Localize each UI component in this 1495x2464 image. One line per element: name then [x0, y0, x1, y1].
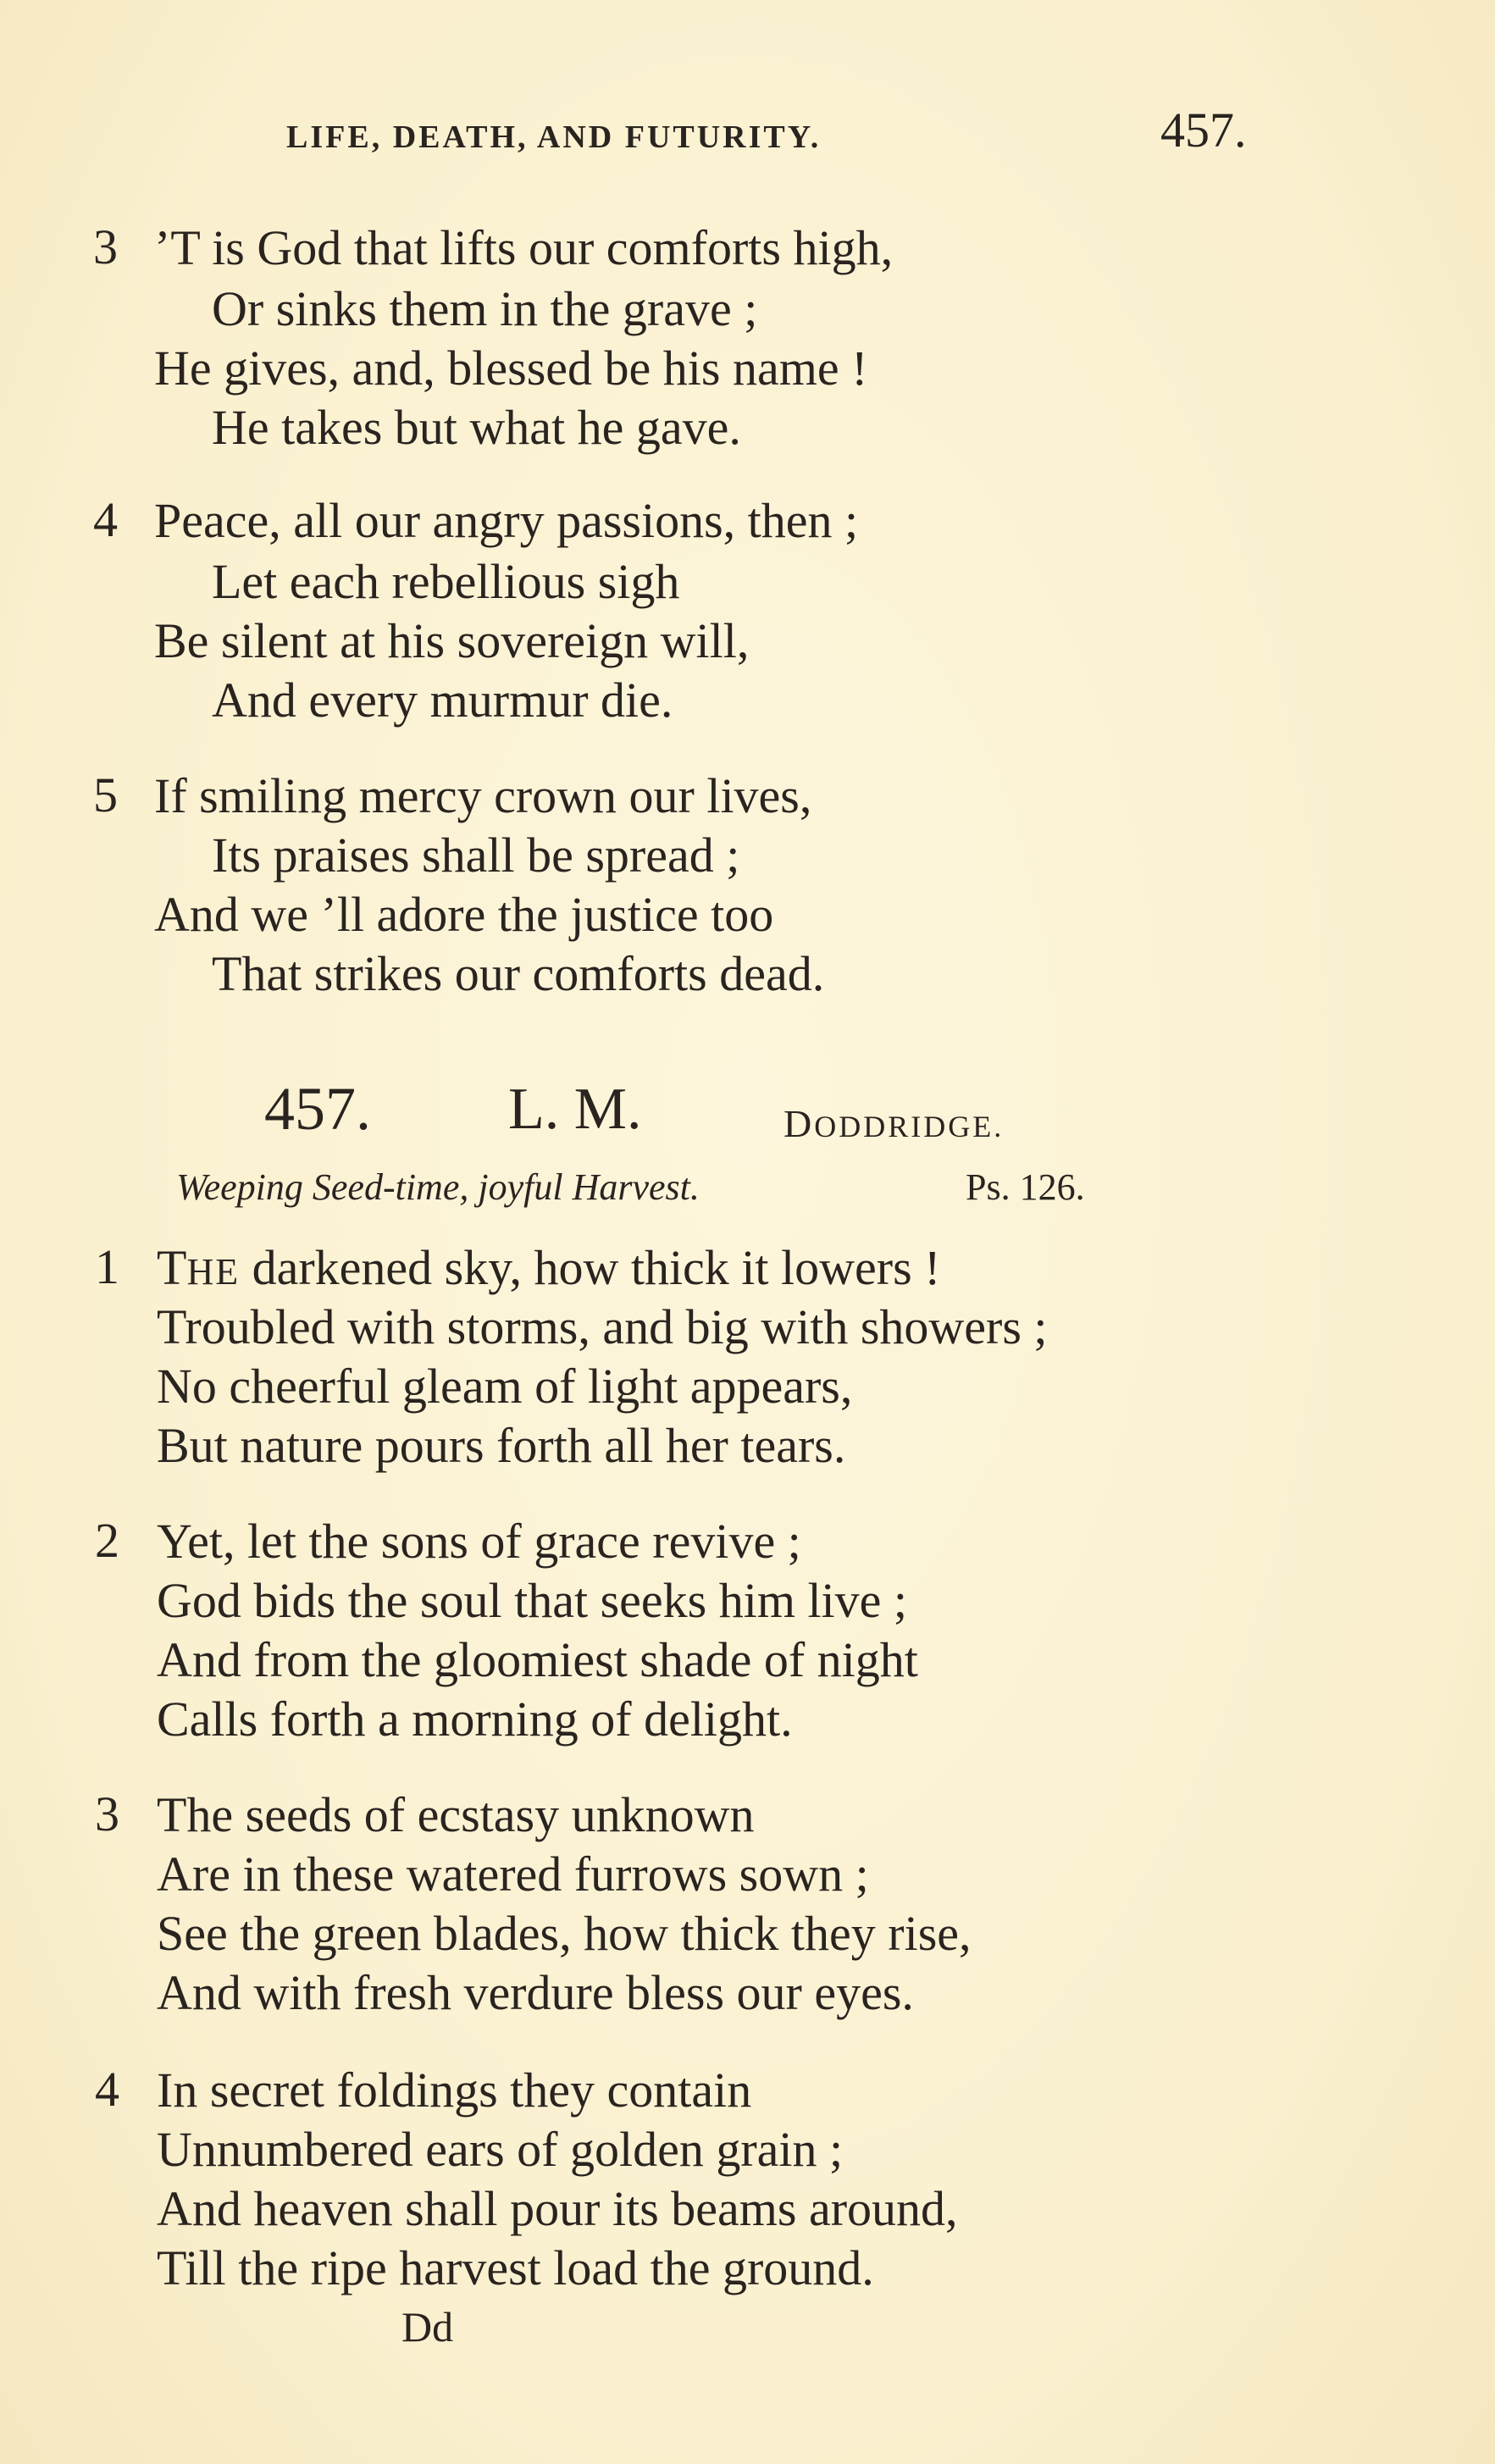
verse-line: The seeds of ecstasy unknown: [157, 1787, 755, 1842]
verse-line: Troubled with storms, and big with showers ;: [157, 1299, 1048, 1354]
verse-line: No cheerful gleam of light appears,: [157, 1359, 853, 1414]
verse-line: He takes but what he gave.: [212, 400, 741, 455]
verse-line: ’T is God that lifts our comforts high,: [154, 220, 894, 275]
verse-line: Are in these watered furrows sown ;: [157, 1847, 869, 1902]
verse-line: And heaven shall pour its beams around,: [157, 2181, 958, 2236]
verse-line: In secret foldings they contain: [157, 2063, 752, 2118]
verse-line: And we ’ll adore the justice too: [154, 887, 774, 942]
verse-line: And every murmur die.: [212, 673, 673, 728]
hymn-author-rest: ODDRIDGE.: [814, 1110, 1005, 1143]
hymn-author: [783, 1101, 1004, 1146]
verse-number: 4: [93, 492, 118, 547]
hymn-author-initial: D: [783, 1102, 815, 1145]
running-title: LIFE, DEATH, AND FUTURITY.: [286, 119, 822, 155]
verse-line: And from the gloomiest shade of night: [157, 1632, 918, 1687]
verse-line: Till the ripe harvest load the ground.: [157, 2240, 874, 2295]
verse-line: He gives, and, blessed be his name !: [154, 341, 868, 396]
verse-number: 2: [95, 1513, 119, 1568]
verse-line-rest: darkened sky, how thick it lowers !: [240, 1240, 941, 1295]
verse-line: See the green blades, how thick they rise,: [157, 1906, 972, 1961]
verse-line: If smiling mercy crown our lives,: [154, 768, 812, 823]
verse-line: Calls forth a morning of delight.: [157, 1692, 793, 1747]
verse-line: Peace, all our angry passions, then ;: [154, 493, 859, 548]
drop-initial: T: [157, 1240, 187, 1295]
verse-line: Let each rebellious sigh: [212, 554, 680, 609]
scripture-reference: Ps. 126.: [966, 1166, 1085, 1208]
verse-line: Be silent at his sovereign will,: [154, 613, 750, 668]
page-number: 457.: [1160, 102, 1247, 158]
verse-line: Unnumbered ears of golden grain ;: [157, 2122, 844, 2177]
verse-number: 3: [93, 219, 118, 274]
verse-number: 4: [95, 2062, 119, 2117]
small-caps-word: HE: [186, 1251, 241, 1293]
verse-line: [157, 1238, 940, 1302]
hymn-subtitle: Weeping Seed-time, joyful Harvest.: [176, 1166, 700, 1208]
verse-line: And with fresh verdure bless our eyes.: [157, 1965, 914, 2020]
signature-mark: Dd: [401, 2303, 454, 2350]
verse-number: 5: [93, 767, 118, 822]
verse-number: 1: [95, 1239, 119, 1294]
hymn-meter: L. M.: [508, 1077, 642, 1142]
verse-line: Or sinks them in the grave ;: [212, 281, 758, 336]
verse-line: That strikes our comforts dead.: [212, 946, 825, 1001]
hymn-number: 457.: [264, 1075, 371, 1143]
verse-line: God bids the soul that seeks him live ;: [157, 1573, 908, 1628]
verse-number: 3: [95, 1786, 119, 1841]
verse-line: But nature pours forth all her tears.: [157, 1418, 846, 1473]
verse-line: Yet, let the sons of grace revive ;: [157, 1514, 801, 1569]
verse-line: Its praises shall be spread ;: [212, 828, 740, 883]
